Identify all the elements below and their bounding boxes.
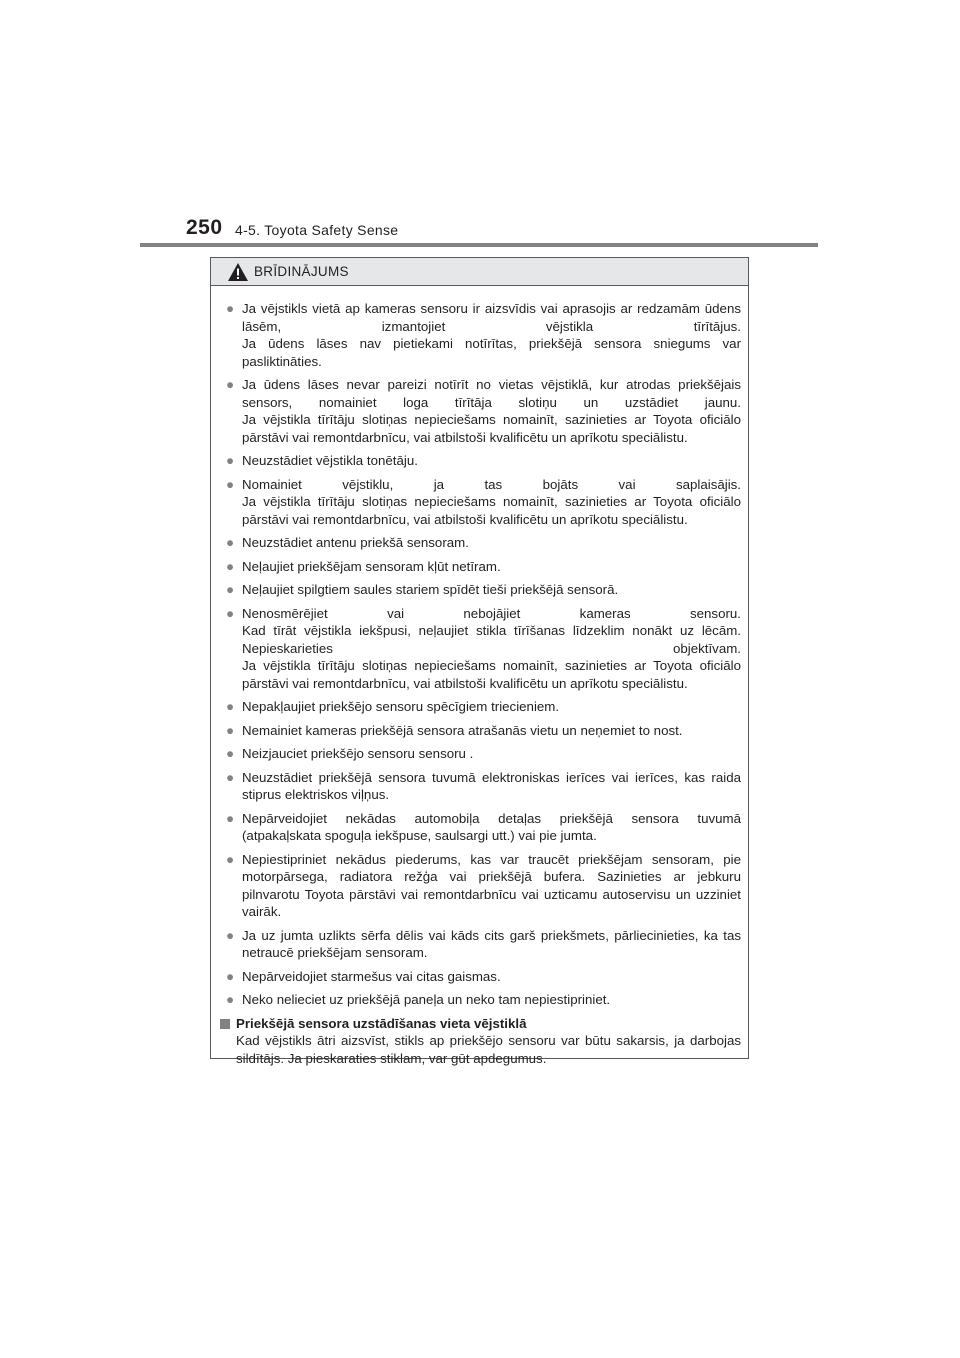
- warning-list-item: [218, 698, 741, 716]
- warning-item-line: Neko nelieciet uz priekšējā paneļa un neko tam nepiestipriniet.: [242, 992, 611, 1007]
- warning-item-line: Nepiestipriniet nekādus piederums, kas var traucēt priekšējam sensoram, pie: [242, 851, 741, 867]
- note-line: Kad vējstikls ātri aizsvīst, stikls ap priekšējo sensoru var būtu sakarsis, ja darbojas: [236, 1033, 741, 1048]
- warning-list-item: [218, 745, 741, 763]
- warning-item-line: pārstāvi vai remontdarbnīcu, vai atbilstoši kvalificētu un aprīkotu speciālistu.: [242, 511, 688, 527]
- warning-item-line: netraucē priekšējam sensoram.: [242, 945, 428, 960]
- bullet-icon: ●: [226, 453, 235, 468]
- warning-item-line: Ja vējstikla tīrītāju slotiņas nepieciešams nomainīt, sazinieties ar Toyota oficiālo: [242, 658, 741, 673]
- warning-item-line: Neļaujiet spilgtiem saules stariem spīdēt tieši priekšējā sensorā.: [242, 582, 619, 597]
- warning-list-item: [218, 810, 741, 845]
- warning-item-line: Neļaujiet priekšējam sensoram kļūt netīram.: [242, 558, 501, 574]
- warning-item-line: Neuzstādiet priekšējā sensora tuvumā elektroniskas ierīces vai ierīces, kas raida: [242, 769, 741, 785]
- note-title: Priekšējā sensora uzstādīšanas vieta vējstiklā: [236, 1015, 527, 1031]
- warning-item-line: pārstāvi vai remontdarbnīcu, vai atbilstoši kvalificētu un aprīkotu speciālistu.: [242, 429, 688, 445]
- page-number: 250: [186, 216, 223, 239]
- warning-list-item: [218, 558, 741, 576]
- bullet-icon: ●: [226, 535, 235, 550]
- bullet-icon: ●: [226, 968, 235, 984]
- warning-item-line: Nemainiet kameras priekšējā sensora atrašanās vietu un neņemiet to nost.: [242, 722, 683, 738]
- warning-item-line: Neuzstādiet vējstikla tonētāju.: [242, 453, 418, 468]
- warning-list-item: [218, 722, 741, 740]
- warning-list-item: [218, 300, 741, 370]
- bullet-icon: ●: [226, 377, 235, 392]
- bullet-icon: ●: [226, 810, 235, 826]
- bullet-icon: ●: [226, 605, 235, 621]
- warning-item-line: Ja vējstikla tīrītāju slotiņas nepieciešams nomainīt, sazinieties ar Toyota oficiālo: [242, 412, 741, 427]
- warning-item-line: Nepakļaujiet priekšējo sensoru spēcīgiem triecieniem.: [242, 699, 560, 714]
- warning-item-line: Nepārveidojiet starmešus vai citas gaismas.: [242, 968, 501, 984]
- note-section: [218, 1015, 741, 1068]
- warning-item-line: pilnvarotu Toyota pārstāvi vai remontdarbnīcu vai uzticamu autoservisu un uzziniet: [242, 886, 741, 902]
- note-line: sildītājs. Ja pieskaraties stiklam, var gūt apdegumus.: [236, 1050, 547, 1066]
- warning-item-line: Ja ūdens lāses nevar pareizi notīrīt no vietas vējstiklā, kur atrodas priekšējais: [242, 377, 741, 392]
- bullet-icon: ●: [226, 927, 235, 943]
- warning-item-line: pārstāvi vai remontdarbnīcu, vai atbilstoši kvalificētu un aprīkotu speciālistu.: [242, 675, 688, 691]
- bullet-icon: ●: [226, 301, 235, 316]
- bullet-icon: ●: [226, 476, 235, 492]
- warning-list-item: [218, 476, 741, 529]
- warning-item-line: Nepārveidojiet nekādas automobiļa detaļas priekšējā sensora tuvumā: [242, 810, 741, 826]
- bullet-icon: ●: [226, 582, 235, 597]
- bullet-icon: ●: [226, 558, 235, 574]
- warning-item-line: Kad tīrāt vējstikla iekšpusi, neļaujiet stikla tīrīšanas līdzeklim nonākt uz lēcām.: [242, 623, 741, 638]
- warning-item-line: motorpārsega, radiatora režģa vai priekšējā bufera. Sazinieties ar jebkuru: [242, 869, 741, 884]
- warning-item-line: Neuzstādiet antenu priekšā sensoram.: [242, 535, 469, 550]
- bullet-icon: ●: [226, 746, 235, 761]
- warning-title: BRĪDINĀJUMS: [254, 264, 349, 279]
- warning-list-item: [218, 991, 741, 1009]
- header-rule: [140, 243, 818, 247]
- warning-item-line: Nenosmērējiet vai nebojājiet kameras sensoru.: [242, 605, 741, 621]
- warning-list-item: [218, 968, 741, 986]
- warning-item-line: Nepieskarieties objektīvam.: [242, 640, 741, 656]
- warning-box: [210, 257, 749, 1066]
- warning-body: [211, 286, 748, 1067]
- warning-item-line: Ja vējstikls vietā ap kameras sensoru ir aizsvīdis vai aprasojis ar redzamām ūdens: [242, 301, 741, 316]
- warning-list-item: [218, 452, 741, 470]
- warning-item-line: Neizjauciet priekšējo sensoru sensoru .: [242, 746, 474, 761]
- warning-list-item: [218, 376, 741, 446]
- section-title: 4-5. Toyota Safety Sense: [235, 222, 399, 238]
- warning-item-line: (atpakaļskata spoguļa iekšpuse, saulsargi utt.) vai pie jumta.: [242, 828, 597, 843]
- warning-item-line: sensors, nomainiet loga tīrītāja slotiņu un uzstādiet jaunu.: [242, 394, 741, 410]
- warning-list-item: [218, 851, 741, 921]
- warning-list-item: [218, 605, 741, 693]
- bullet-icon: ●: [226, 722, 235, 738]
- square-bullet-icon: [220, 1019, 230, 1029]
- warning-item-line: pasliktināties.: [242, 353, 322, 369]
- warning-item-line: vairāk.: [242, 904, 282, 919]
- warning-list-item: [218, 534, 741, 552]
- warning-item-line: stiprus elektriskos viļņus.: [242, 787, 390, 802]
- bullet-icon: ●: [226, 851, 235, 867]
- warning-item-line: Ja uz jumta uzlikts sērfa dēlis vai kāds cits garš priekšmets, pārliecinieties, ka tas: [242, 927, 741, 943]
- warning-item-line: lāsēm, izmantojiet vējstikla tīrītājus.: [242, 318, 741, 334]
- bullet-icon: ●: [226, 992, 235, 1007]
- warning-item-line: Nomainiet vējstiklu, ja tas bojāts vai saplaisājis.: [242, 476, 741, 492]
- warning-list-item: [218, 927, 741, 962]
- warning-header: [211, 258, 748, 286]
- warning-list-item: [218, 769, 741, 804]
- warning-item-line: Ja vējstikla tīrītāju slotiņas nepieciešams nomainīt, sazinieties ar Toyota oficiālo: [242, 494, 741, 509]
- warning-item-line: Ja ūdens lāses nav pietiekami notīrītas, priekšējā sensora sniegums var: [242, 336, 741, 351]
- warning-triangle-icon: [227, 262, 249, 282]
- bullet-icon: ●: [226, 769, 235, 785]
- warning-list-item: [218, 581, 741, 599]
- bullet-icon: ●: [226, 699, 235, 714]
